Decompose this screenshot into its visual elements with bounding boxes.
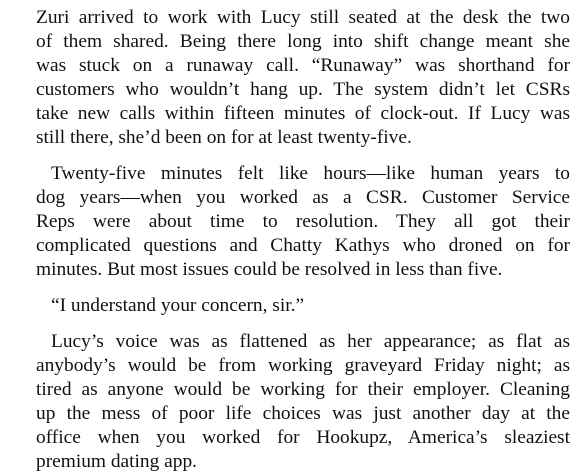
text-line: minutes. But most issues could be resolved in less than five. <box>36 259 503 280</box>
text-line: complicated questions and Chatty Kathys who droned on for <box>36 235 570 256</box>
paragraph-3 <box>36 294 570 318</box>
text-line: Lucy’s voice was as flattened as her appearance; as flat as <box>51 331 570 352</box>
text-line: of them shared. Being there long into shift change meant she <box>36 31 570 52</box>
text-line: Reps were about time to resolution. They all got their <box>36 211 570 232</box>
text-line: office when you worked for Hookupz, America’s sleaziest <box>36 427 570 448</box>
text-line: premium dating app. <box>36 451 198 472</box>
text-line: “I understand your concern, sir.” <box>51 295 305 316</box>
paragraph-4 <box>36 330 570 474</box>
text-line: still there, she’d been on for at least twenty-five. <box>36 127 412 148</box>
text-line: Zuri arrived to work with Lucy still seated at the desk the two <box>36 7 570 28</box>
text-line: anybody’s would be from working graveyard Friday night; as <box>36 355 570 376</box>
text-line: up the mess of poor life choices was just another day at the <box>36 403 570 424</box>
text-line: Twenty-five minutes felt like hours—like human years to <box>51 163 570 184</box>
text-line: take new calls within fifteen minutes of clock-out. If Lucy was <box>36 103 570 124</box>
text-line: was stuck on a runaway call. “Runaway” was shorthand for <box>36 55 570 76</box>
document-page <box>36 6 570 474</box>
text-line: tired as anyone would be working for their employer. Cleaning <box>36 379 570 400</box>
paragraph-2 <box>36 162 570 282</box>
paragraph-1 <box>36 6 570 150</box>
text-line: dog years—when you worked as a CSR. Customer Service <box>36 187 570 208</box>
text-line: customers who wouldn’t hang up. The system didn’t let CSRs <box>36 79 570 100</box>
